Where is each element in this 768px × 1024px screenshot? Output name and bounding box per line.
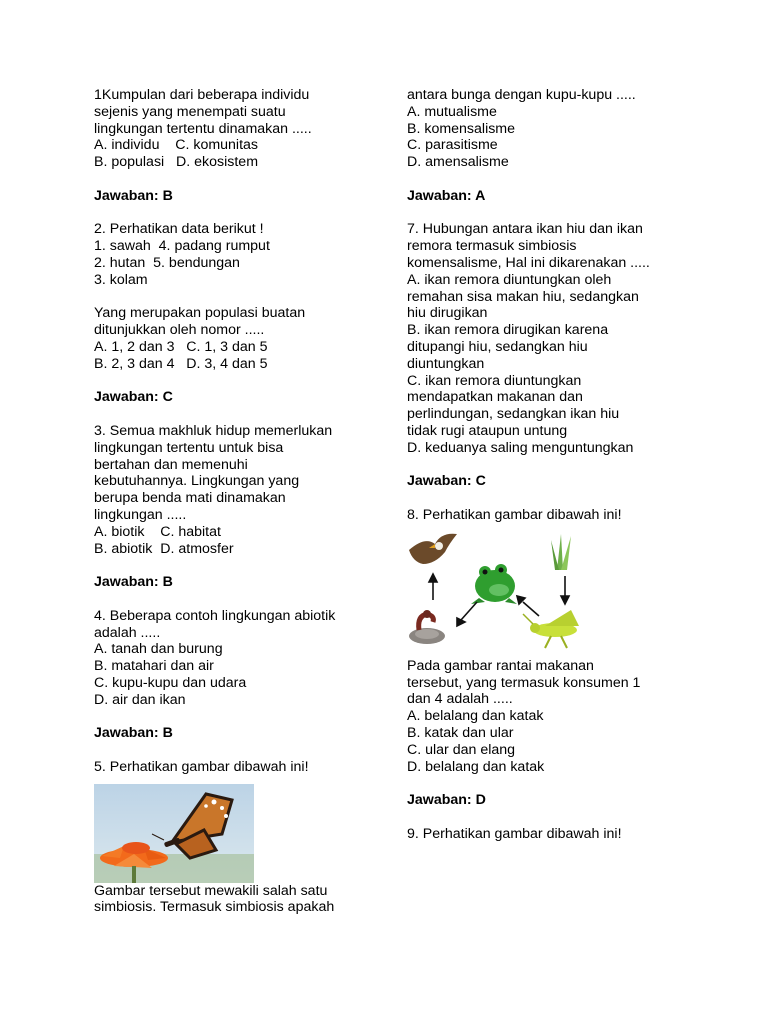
- frog-icon: [471, 564, 517, 604]
- food-chain-illustration: [405, 530, 585, 658]
- text-line: lingkungan tertentu dinamakan .....: [94, 120, 312, 137]
- text-line: A. ikan remora diuntungkan oleh: [407, 271, 612, 288]
- blank-line: [94, 742, 384, 759]
- text-line: lingkungan tertentu untuk bisa: [94, 439, 284, 456]
- text-line: D. air dan ikan: [94, 691, 186, 708]
- text-line: B. komensalisme: [407, 120, 516, 137]
- right-text-block: [407, 87, 707, 524]
- text-line: C. kupu-kupu dan udara: [94, 674, 247, 691]
- text-line: Pada gambar rantai makanan: [407, 657, 594, 674]
- blank-line: [407, 775, 707, 792]
- text-line: antara bunga dengan kupu-kupu .....: [407, 87, 636, 103]
- text-line: C. ular dan elang: [407, 741, 516, 758]
- text-line: 3. kolam: [94, 271, 148, 288]
- text-line: 1. sawah 4. padang rumput: [94, 238, 270, 255]
- text-line: A. individu C. komunitas: [94, 137, 259, 154]
- text-line: remahan sisa makan hiu, sedangkan: [407, 288, 639, 305]
- text-line: kebutuhannya. Lingkungan yang: [94, 473, 300, 490]
- text-line: A. belalang dan katak: [407, 708, 544, 725]
- answer-line: Jawaban: C: [407, 473, 486, 490]
- text-line: tersebut, yang termasuk konsumen 1: [407, 674, 641, 691]
- blank-line: [94, 591, 384, 608]
- text-line: 3. Semua makhluk hidup memerlukan: [94, 422, 333, 439]
- blank-line: [94, 373, 384, 390]
- blank-line: [94, 406, 384, 423]
- text-line: diuntungkan: [407, 355, 485, 372]
- text-line: 4. Beberapa contoh lingkungan abiotik: [94, 607, 336, 624]
- text-line: komensalisme, Hal ini dikarenakan .....: [407, 254, 650, 271]
- right-after-image-text: [407, 658, 707, 843]
- text-line: A. mutualisme: [407, 103, 497, 120]
- eagle-icon: [409, 533, 457, 563]
- text-line: 2. Perhatikan data berikut !: [94, 221, 264, 238]
- text-line: lingkungan .....: [94, 506, 187, 523]
- text-line: D. amensalisme: [407, 154, 509, 171]
- text-line: Gambar tersebut mewakili salah satu: [94, 882, 328, 899]
- text-line: A. 1, 2 dan 3 C. 1, 3 dan 5: [94, 338, 268, 355]
- text-line: B. abiotik D. atmosfer: [94, 540, 234, 557]
- text-line: perlindungan, sedangkan ikan hiu: [407, 406, 620, 423]
- text-line: D. belalang dan katak: [407, 758, 545, 775]
- text-line: C. parasitisme: [407, 137, 498, 154]
- text-line: B. katak dan ular: [407, 724, 514, 741]
- text-line: ditupangi hiu, sedangkan hiu: [407, 338, 588, 355]
- blank-line: [94, 205, 384, 222]
- blank-line: [407, 457, 707, 474]
- text-line: sejenis yang menempati suatu: [94, 103, 286, 120]
- answer-line: Jawaban: D: [407, 792, 486, 809]
- blank-line: [94, 557, 384, 574]
- grass-icon: [551, 534, 571, 570]
- butterfly-flower-image: [94, 784, 254, 883]
- text-line: 8. Perhatikan gambar dibawah ini!: [407, 506, 622, 523]
- text-line: B. populasi D. ekosistem: [94, 154, 259, 171]
- text-line: bertahan dan memenuhi: [94, 456, 248, 473]
- text-line: 9. Perhatikan gambar dibawah ini!: [407, 825, 622, 842]
- text-line: tidak rugi ataupun untung: [407, 422, 568, 439]
- text-line: D. keduanya saling menguntungkan: [407, 439, 634, 456]
- answer-line: Jawaban: B: [94, 574, 173, 591]
- text-line: dan 4 adalah .....: [407, 691, 513, 708]
- food-chain-image: [405, 530, 585, 658]
- text-line: hiu dirugikan: [407, 305, 488, 322]
- text-line: adalah .....: [94, 624, 161, 641]
- left-text-block: [94, 87, 384, 776]
- blank-line: [407, 809, 707, 826]
- blank-line: [407, 205, 707, 222]
- text-line: 7. Hubungan antara ikan hiu dan ikan: [407, 221, 643, 238]
- text-line: B. 2, 3 dan 4 D. 3, 4 dan 5: [94, 355, 268, 372]
- answer-line: Jawaban: B: [94, 725, 173, 742]
- text-line: 1Kumpulan dari beberapa individu: [94, 87, 310, 103]
- grasshopper-icon: [523, 610, 579, 648]
- text-line: ditunjukkan oleh nomor .....: [94, 322, 265, 339]
- blank-line: [94, 171, 384, 188]
- left-after-image-text: [94, 883, 384, 917]
- text-line: mendapatkan makanan dan: [407, 389, 583, 406]
- answer-line: Jawaban: A: [407, 187, 486, 204]
- left-column: [94, 87, 384, 916]
- text-line: Yang merupakan populasi buatan: [94, 305, 306, 322]
- text-line: remora termasuk simbiosis: [407, 238, 577, 255]
- text-line: berupa benda mati dinamakan: [94, 490, 286, 507]
- text-line: C. ikan remora diuntungkan: [407, 372, 582, 389]
- text-line: 2. hutan 5. bendungan: [94, 254, 240, 271]
- answer-line: Jawaban: C: [94, 389, 173, 406]
- blank-line: [407, 171, 707, 188]
- text-line: B. matahari dan air: [94, 658, 214, 675]
- text-line: simbiosis. Termasuk simbiosis apakah: [94, 899, 335, 916]
- text-line: B. ikan remora dirugikan karena: [407, 322, 609, 339]
- blank-line: [407, 490, 707, 507]
- blank-line: [94, 708, 384, 725]
- text-line: A. biotik C. habitat: [94, 523, 221, 540]
- text-line: A. tanah dan burung: [94, 641, 223, 658]
- text-line: 5. Perhatikan gambar dibawah ini!: [94, 758, 309, 775]
- answer-line: Jawaban: B: [94, 187, 173, 204]
- right-column: [407, 87, 707, 842]
- blank-line: [94, 289, 384, 306]
- butterfly-flower-illustration: [94, 784, 254, 883]
- snake-icon: [409, 610, 445, 644]
